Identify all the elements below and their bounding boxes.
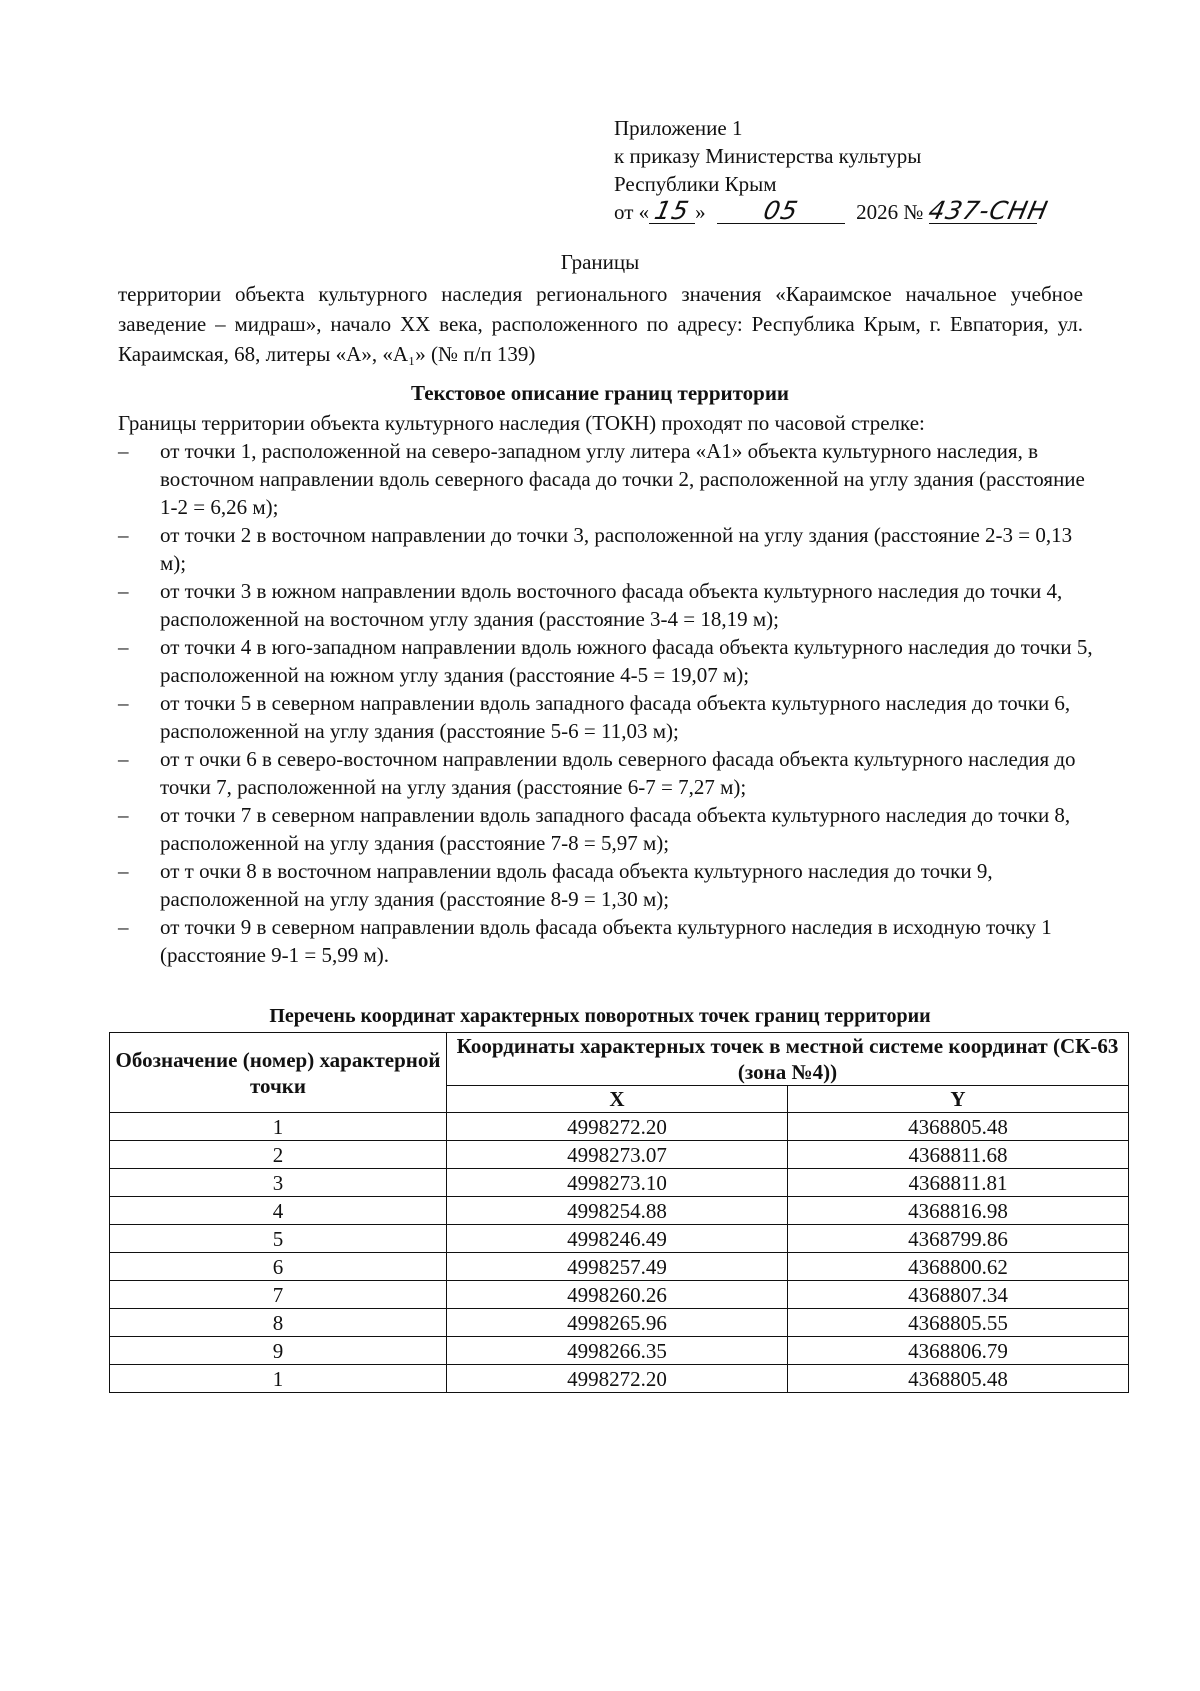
list-item-text: от точки 5 в северном направлении вдоль западного фасада объекта культурного наследия до точки 6, расположенной на углу здания (расстояние 5-6 = 11,03 м); bbox=[160, 691, 1071, 743]
dash-bullet: – bbox=[118, 747, 129, 771]
list-item-text: от точки 9 в северном направлении вдоль фасада объекта культурного наследия в исходную точку 1 (расстояние 9-1 = 5,99 м). bbox=[160, 915, 1052, 967]
cell-x: 4998266.35 bbox=[447, 1337, 788, 1365]
list-item bbox=[118, 913, 1098, 969]
list-item bbox=[118, 633, 1098, 689]
table-title: Перечень координат характерных поворотных точек границ территории bbox=[269, 1005, 931, 1027]
document-subtitle: территории объекта культурного наследия регионального значения «Караимское начальное учебное заведение – мидраш», начало XX века, расположенного по адресу: Республика Крым, г. Евпатория, ул. Караимская, 68, литеры «А», «А₁» (№ п/п 139) bbox=[118, 282, 1083, 366]
cell-point: 7 bbox=[110, 1281, 447, 1309]
cell-x: 4998272.20 bbox=[447, 1365, 788, 1393]
dash-bullet: – bbox=[118, 523, 129, 547]
list-item-text: от точки 7 в северном направлении вдоль западного фасада объекта культурного наследия до точки 8, расположенной на углу здания (расстояние 7-8 = 5,97 м); bbox=[160, 803, 1071, 855]
cell-x: 4998272.20 bbox=[447, 1113, 788, 1141]
list-item-text: от т очки 6 в северо-восточном направлении вдоль северного фасада объекта культурного наследия до точки 7, расположенной на углу здания (расстояние 6-7 = 7,27 м); bbox=[160, 747, 1076, 799]
list-item bbox=[118, 745, 1098, 801]
cell-x: 4998254.88 bbox=[447, 1197, 788, 1225]
date-month-handwritten: 05 bbox=[761, 196, 802, 225]
col-header-coordinates: Координаты характерных точек в местной системе координат (СК-63 (зона №4)) bbox=[447, 1033, 1129, 1086]
cell-point: 8 bbox=[110, 1309, 447, 1337]
cell-x: 4998273.07 bbox=[447, 1141, 788, 1169]
date-day-blank bbox=[649, 196, 695, 225]
col-header-point: Обозначение (номер) характерной точки bbox=[110, 1033, 447, 1113]
cell-y: 4368806.79 bbox=[788, 1337, 1129, 1365]
list-item bbox=[118, 577, 1098, 633]
date-prefix: от « bbox=[614, 200, 650, 224]
order-number-blank bbox=[925, 196, 1051, 225]
cell-y: 4368811.68 bbox=[788, 1141, 1129, 1169]
list-item-text: от точки 4 в юго-западном направлении вдоль южного фасада объекта культурного наследия до точки 5, расположенной на южном углу здания (расстояние 4-5 = 19,07 м); bbox=[160, 635, 1093, 687]
table-row bbox=[110, 1141, 1129, 1169]
table-row bbox=[110, 1169, 1129, 1197]
table-row bbox=[110, 1281, 1129, 1309]
appendix-line-2: к приказу Министерства культуры bbox=[614, 144, 922, 168]
dash-bullet: – bbox=[118, 915, 129, 939]
list-item-text: от точки 3 в южном направлении вдоль восточного фасада объекта культурного наследия до точки 4, расположенной на восточном углу здания (расстояние 3-4 = 18,19 м); bbox=[160, 579, 1063, 631]
dash-bullet: – bbox=[118, 859, 129, 883]
dash-bullet: – bbox=[118, 691, 129, 715]
list-item bbox=[118, 857, 1098, 913]
intro-text: Границы территории объекта культурного наследия (ТОКН) проходят по часовой стрелке: bbox=[118, 411, 925, 435]
appendix-header bbox=[614, 114, 1051, 226]
appendix-line-3: Республики Крым bbox=[614, 172, 777, 196]
table-row bbox=[110, 1309, 1129, 1337]
cell-point: 5 bbox=[110, 1225, 447, 1253]
table-row bbox=[110, 1365, 1129, 1393]
cell-point: 2 bbox=[110, 1141, 447, 1169]
cell-x: 4998273.10 bbox=[447, 1169, 788, 1197]
list-item bbox=[118, 689, 1098, 745]
dash-bullet: – bbox=[118, 635, 129, 659]
list-item bbox=[118, 521, 1098, 577]
table-row bbox=[110, 1225, 1129, 1253]
list-item bbox=[118, 801, 1098, 857]
cell-point: 1 bbox=[110, 1113, 447, 1141]
appendix-line-1: Приложение 1 bbox=[614, 116, 743, 140]
cell-x: 4998260.26 bbox=[447, 1281, 788, 1309]
boundary-description-list bbox=[118, 437, 1098, 969]
cell-x: 4998246.49 bbox=[447, 1225, 788, 1253]
section-title: Текстовое описание границ территории bbox=[410, 381, 790, 405]
cell-y: 4368811.81 bbox=[788, 1169, 1129, 1197]
cell-y: 4368800.62 bbox=[788, 1253, 1129, 1281]
cell-x: 4998257.49 bbox=[447, 1253, 788, 1281]
cell-point: 4 bbox=[110, 1197, 447, 1225]
cell-y: 4368805.48 bbox=[788, 1365, 1129, 1393]
dash-bullet: – bbox=[118, 579, 129, 603]
table-row bbox=[110, 1113, 1129, 1141]
date-year: 2026 № bbox=[856, 200, 924, 224]
list-item-text: от точки 1, расположенной на северо-западном углу литера «А1» объекта культурного наследия, в восточном направлении вдоль северного фасада до точки 2, расположенной на углу здания (расстояние 1-2 = 6,26 м); bbox=[160, 439, 1085, 519]
cell-point: 3 bbox=[110, 1169, 447, 1197]
cell-point: 1 bbox=[110, 1365, 447, 1393]
dash-bullet: – bbox=[118, 439, 129, 463]
col-header-x: X bbox=[447, 1086, 788, 1113]
table-row bbox=[110, 1253, 1129, 1281]
list-item bbox=[118, 437, 1098, 521]
table-row bbox=[110, 1197, 1129, 1225]
appendix-date-line bbox=[614, 196, 1051, 226]
date-mid: » bbox=[695, 200, 706, 224]
list-item-text: от точки 2 в восточном направлении до точки 3, расположенной на углу здания (расстояние 2-3 = 0,13 м); bbox=[160, 523, 1073, 575]
dash-bullet: – bbox=[118, 803, 129, 827]
cell-point: 6 bbox=[110, 1253, 447, 1281]
cell-point: 9 bbox=[110, 1337, 447, 1365]
cell-y: 4368807.34 bbox=[788, 1281, 1129, 1309]
col-header-y: Y bbox=[788, 1086, 1129, 1113]
cell-y: 4368816.98 bbox=[788, 1197, 1129, 1225]
date-day-handwritten: 15 bbox=[652, 196, 693, 225]
date-month-blank bbox=[717, 196, 845, 225]
table-row bbox=[110, 1337, 1129, 1365]
document-heading: Границы bbox=[560, 250, 640, 274]
list-item-text: от т очки 8 в восточном направлении вдоль фасада объекта культурного наследия до точки 9, расположенной на углу здания (расстояние 8-9 = 1,30 м); bbox=[160, 859, 993, 911]
cell-y: 4368805.48 bbox=[788, 1113, 1129, 1141]
cell-x: 4998265.96 bbox=[447, 1309, 788, 1337]
cell-y: 4368805.55 bbox=[788, 1309, 1129, 1337]
cell-y: 4368799.86 bbox=[788, 1225, 1129, 1253]
order-number-handwritten: 437-СНН bbox=[925, 196, 1051, 225]
coordinates-table bbox=[109, 1032, 1129, 1393]
